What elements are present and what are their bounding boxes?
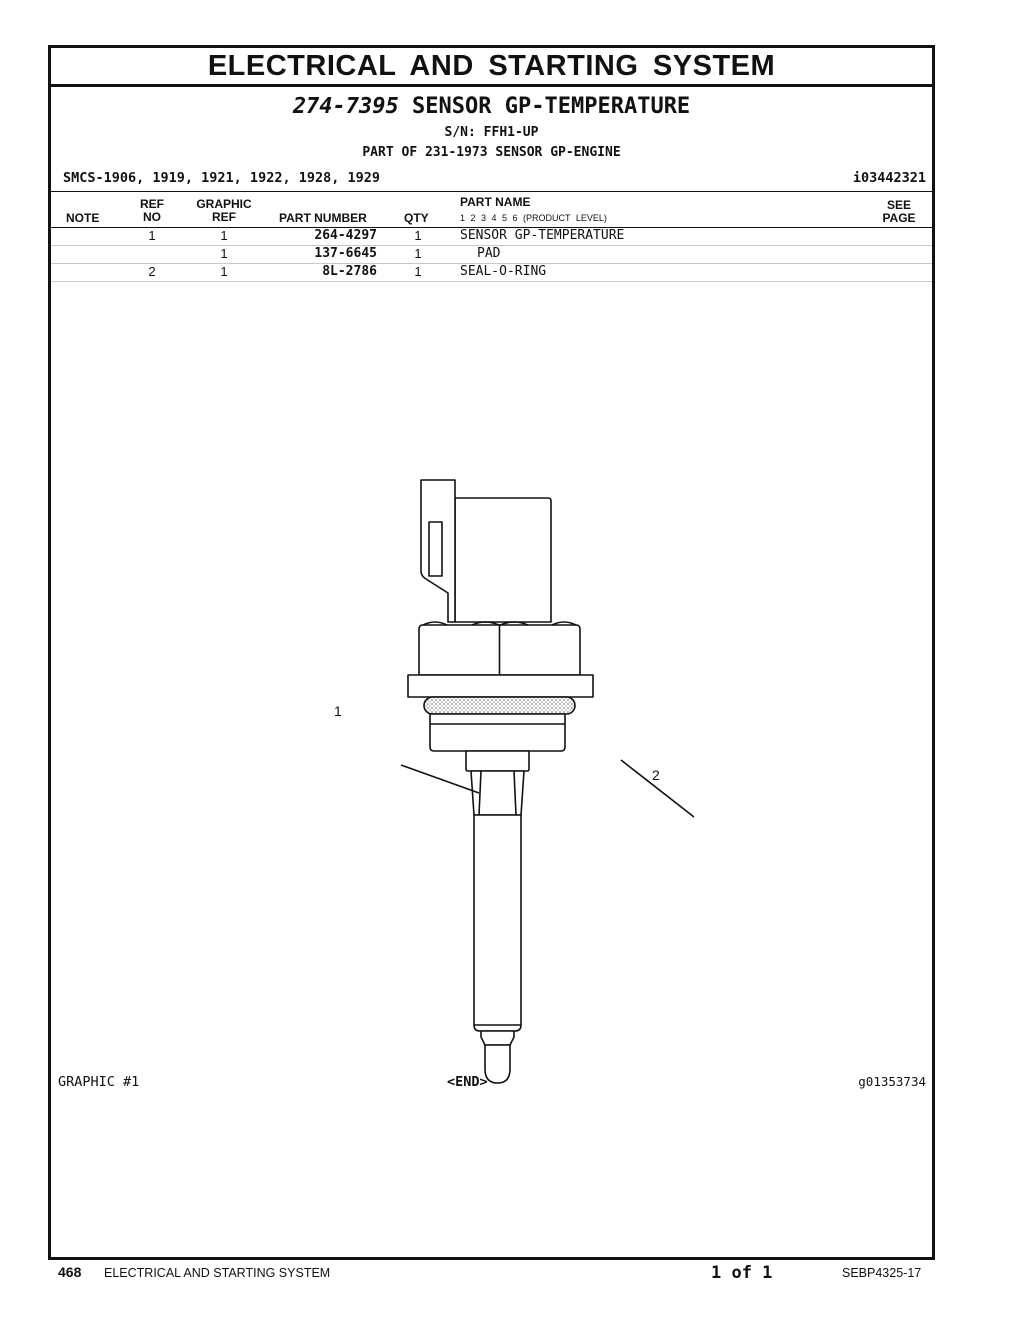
- graphic-label: GRAPHIC #1: [58, 1074, 140, 1090]
- col-see-bottom: PAGE: [882, 211, 916, 225]
- cell-graphic-ref: 1: [220, 228, 228, 243]
- flange: [408, 675, 593, 697]
- cell-graphic-ref: 1: [220, 264, 228, 279]
- serial-number: S/N: FFH1-UP: [444, 125, 539, 140]
- cell-ref-no: 2: [148, 264, 156, 279]
- collar: [430, 714, 565, 751]
- cell-part-number: 8L-2786: [322, 264, 377, 279]
- probe-tip: [485, 1045, 510, 1083]
- part-heading: [51, 94, 932, 119]
- page-title: ELECTRICAL AND STARTING SYSTEM: [207, 50, 776, 82]
- col-ref-no-top: REF: [140, 197, 164, 211]
- page-count: 1 of 1: [711, 1263, 773, 1283]
- cell-qty: 1: [414, 246, 422, 261]
- title-band: [51, 48, 932, 87]
- cell-graphic-ref: 1: [220, 246, 228, 261]
- doc-code: SEBP4325-17: [842, 1266, 922, 1280]
- row-divider: [51, 281, 932, 282]
- cell-part-number: 137-6645: [314, 246, 377, 261]
- end-marker: <END>: [447, 1074, 488, 1090]
- col-part-name: PART NAME: [460, 195, 531, 209]
- col-part-number: PART NUMBER: [279, 211, 367, 225]
- connector-body: [455, 498, 551, 622]
- col-ref-no-bottom: NO: [143, 210, 161, 224]
- cell-part-name: SENSOR GP-TEMPERATURE: [460, 228, 625, 243]
- heading-part-name: SENSOR GP-TEMPERATURE: [412, 94, 691, 119]
- smcs-codes: SMCS-1906, 1919, 1921, 1922, 1928, 1929: [63, 170, 380, 186]
- col-see-top: SEE: [886, 198, 911, 212]
- callout-2: 2: [652, 767, 660, 783]
- page-frame: [48, 45, 935, 1260]
- connector-latch: [421, 480, 455, 622]
- graphic-id: g01353734: [858, 1074, 926, 1089]
- footer-section: ELECTRICAL AND STARTING SYSTEM: [104, 1266, 331, 1280]
- col-graphic-ref-bottom: REF: [212, 210, 236, 224]
- cell-qty: 1: [414, 264, 422, 279]
- col-qty: QTY: [404, 211, 429, 225]
- cell-part-name: PAD: [477, 246, 501, 261]
- o-ring-seal: [424, 697, 575, 714]
- document-id: i03442321: [852, 170, 926, 186]
- cell-ref-no: 1: [148, 228, 156, 243]
- col-graphic-ref-top: GRAPHIC: [196, 197, 252, 211]
- part-of-line: PART OF 231-1973 SENSOR GP-ENGINE: [362, 145, 621, 160]
- probe-tube: [474, 815, 521, 1031]
- divider: [51, 191, 932, 192]
- heading-part-number: 274-7395: [292, 94, 399, 119]
- page-number: 468: [58, 1264, 82, 1280]
- cell-part-name: SEAL-O-RING: [460, 264, 547, 279]
- sensor-drawing: [331, 475, 731, 1095]
- cell-part-number: 264-4297: [314, 228, 377, 243]
- col-product-level: 1 2 3 4 5 6 (PRODUCT LEVEL): [460, 213, 607, 223]
- cell-qty: 1: [414, 228, 422, 243]
- col-note: NOTE: [66, 211, 100, 225]
- callout-1: 1: [334, 703, 342, 719]
